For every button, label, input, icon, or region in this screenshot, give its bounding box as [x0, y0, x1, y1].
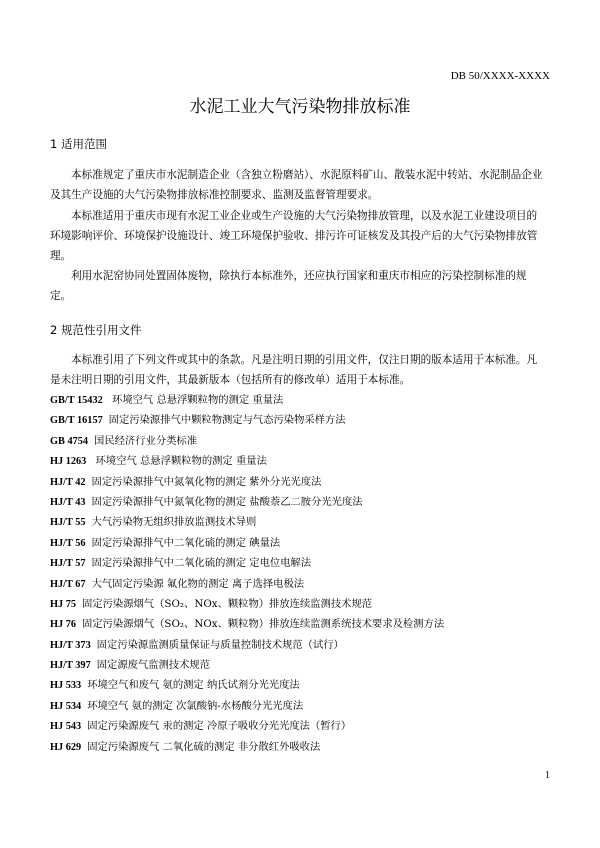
reference-code: HJ/T 56 — [50, 537, 86, 549]
section-1-heading: 1 适用范围 — [50, 137, 107, 151]
document-title: 水泥工业大气污染物排放标准 — [189, 97, 411, 117]
reference-item — [50, 594, 560, 614]
reference-name: 固定污染源监测质量保证与质量控制技术规范（试行） — [96, 638, 344, 651]
reference-code: HJ/T 397 — [50, 660, 91, 672]
reference-name: 环境空气和废气 氨的测定 纳氏试剂分光光度法 — [87, 679, 300, 692]
reference-name: 固定源废气监测技术规范 — [96, 659, 210, 672]
reference-item — [50, 553, 560, 573]
reference-name: 固定污染源排气中颗粒物测定与气态污染物采样方法 — [108, 414, 346, 427]
reference-name: 固定污染源废气 二氧化硫的测定 非分散红外吸收法 — [87, 740, 321, 753]
reference-name: 固定污染源排气中二氧化硫的测定 定电位电解法 — [91, 557, 312, 570]
reference-item — [50, 390, 560, 410]
text-line: 利用水泥窑协同处置固体废物，除执行本标准外，还应执行国家和重庆市相应的污染控制标准的规 — [71, 270, 527, 282]
reference-item — [50, 512, 560, 532]
reference-code: HJ/T 55 — [50, 517, 86, 529]
reference-name: 环境空气 氨的测定 次氯酸钠-水杨酸分光光度法 — [87, 699, 304, 712]
reference-item — [50, 696, 560, 716]
reference-code: HJ 76 — [50, 619, 77, 631]
reference-name: 环境空气 总悬浮颗粒物的测定 重量法 — [108, 394, 284, 406]
reference-name: 国民经济行业分类标准 — [94, 434, 198, 447]
reference-code: HJ/T 67 — [50, 578, 86, 590]
reference-item — [50, 675, 560, 695]
reference-name: 固定污染源排气中氮氧化物的测定 盐酸萘乙二胺分光光度法 — [91, 495, 363, 508]
reference-name: 固定污染源排气中氮氧化物的测定 紫外分光光度法 — [91, 475, 322, 488]
reference-name: 大气固定污染源 氟化物的测定 离子选择电极法 — [91, 577, 305, 590]
text-line: 及其生产设施的大气污染物排放标准控制要求、监测及监督管理要求。 — [50, 189, 379, 201]
section-1-paragraph-3 — [50, 266, 554, 306]
reference-code: HJ 75 — [50, 598, 77, 610]
reference-name: 大气污染物无组织排放监测技术导则 — [91, 516, 257, 529]
reference-name: 环境空气 总悬浮颗粒物的测定 重量法 — [92, 455, 267, 468]
text-line: 本标准适用于重庆市现有水泥工业企业或生产设施的大气污染物排放管理，以及水泥工业建设项目的 — [71, 210, 538, 222]
reference-name: 固定污染源烟气（SO₂、NOx、颗粒物）排放连续监测系统技术要求及检测方法 — [82, 618, 445, 631]
reference-item — [50, 410, 560, 430]
page-number: 1 — [545, 770, 550, 781]
document-code: DB 50/XXXX-XXXX — [450, 70, 550, 82]
reference-code: HJ/T 42 — [50, 476, 86, 488]
reference-item — [50, 472, 560, 492]
section-2-heading: 2 规范性引用文件 — [50, 323, 142, 337]
reference-item — [50, 635, 560, 655]
text-line: 是未注明日期的引用文件，其最新版本（包括所有的修改单）适用于本标准。 — [50, 374, 411, 386]
reference-item — [50, 451, 560, 471]
reference-code: GB 4754 — [50, 435, 89, 447]
reference-item — [50, 655, 560, 675]
reference-code: HJ/T 57 — [50, 558, 86, 570]
reference-item — [50, 574, 560, 594]
text-line: 本标准引用了下列文件或其中的条款。凡是注明日期的引用文件，仅注日期的版本适用于本标准。凡 — [71, 354, 538, 366]
reference-code: HJ/T 43 — [50, 496, 86, 508]
reference-name: 固定污染源废气 汞的测定 冷原子吸收分光光度法（暂行） — [87, 720, 352, 733]
reference-code: GB/T 15432 — [50, 395, 103, 406]
reference-code: HJ 533 — [50, 680, 82, 692]
reference-item — [50, 737, 560, 757]
reference-item — [50, 716, 560, 736]
reference-code: HJ 534 — [50, 700, 82, 712]
text-line: 定。 — [50, 290, 72, 302]
reference-item — [50, 533, 560, 553]
text-line: 理。 — [50, 250, 72, 262]
reference-code: HJ/T 373 — [50, 639, 91, 651]
reference-item — [50, 614, 560, 634]
reference-code: HJ 629 — [50, 741, 82, 753]
text-line: 环境影响评价、环境保护设施设计、竣工环境保护验收、排污许可证核发及其投产后的大气污染物排放管 — [50, 230, 538, 242]
text-line: 本标准规定了重庆市水泥制造企业（含独立粉磨站）、水泥原料矿山、散装水泥中转站、水泥制品企业 — [71, 169, 543, 181]
reference-name: 固定污染源排气中二氧化硫的测定 碘量法 — [91, 536, 281, 549]
section-1-paragraph-1 — [50, 165, 554, 205]
section-2-intro — [50, 350, 554, 390]
reference-item — [50, 431, 560, 451]
reference-list — [50, 390, 560, 757]
reference-code: HJ 543 — [50, 721, 82, 733]
section-1-paragraph-2 — [50, 206, 554, 266]
reference-item — [50, 492, 560, 512]
reference-code: GB/T 16157 — [50, 415, 103, 427]
reference-name: 固定污染源烟气（SO₂、NOx、颗粒物）排放连续监测技术规范 — [82, 597, 373, 610]
reference-code: HJ 1263 — [50, 456, 87, 468]
